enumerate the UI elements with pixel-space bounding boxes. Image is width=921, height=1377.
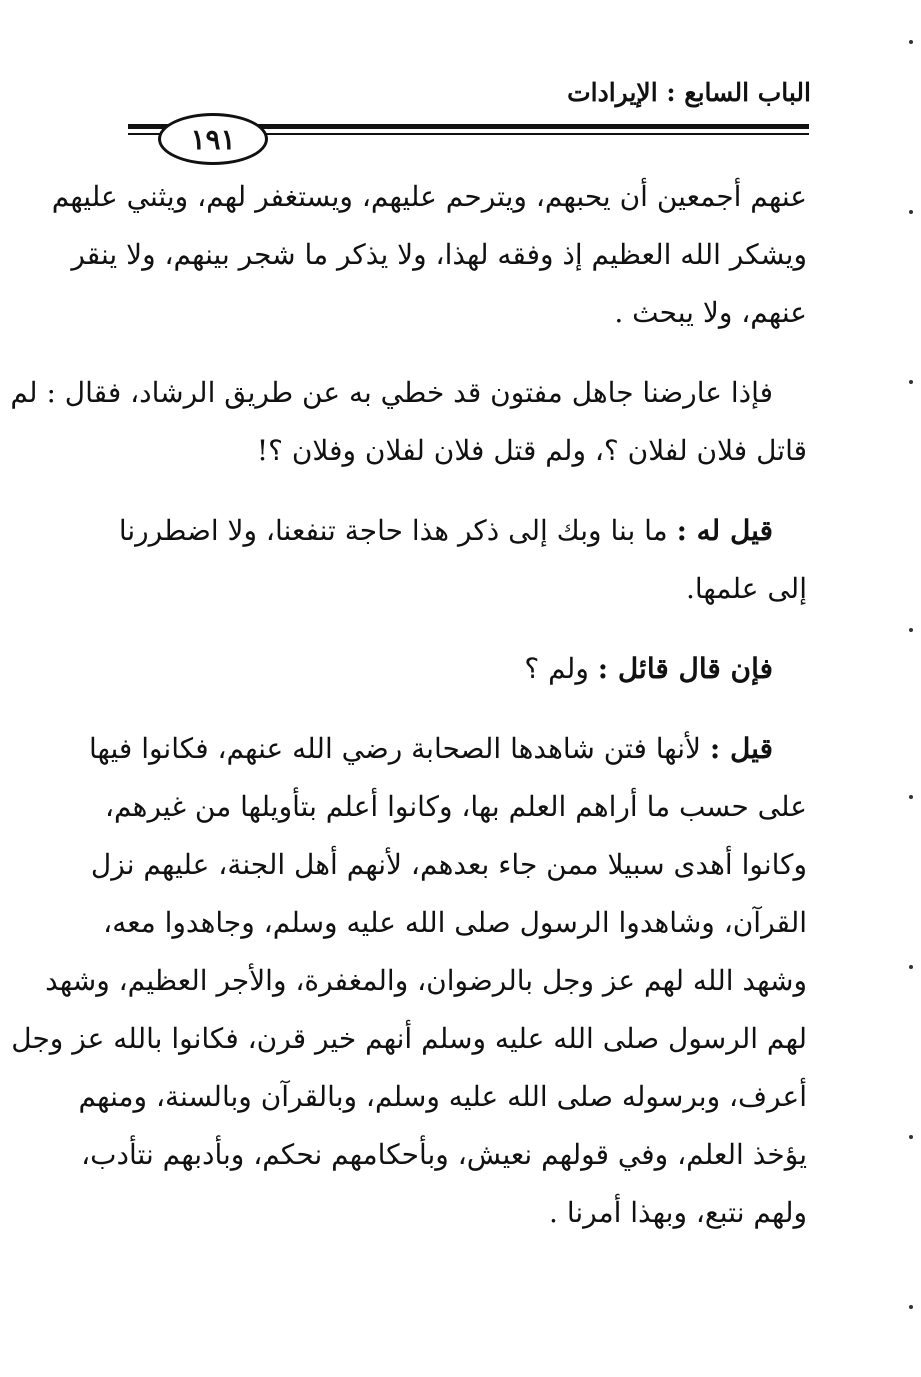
text-line: لهم الرسول صلى الله عليه وسلم أنهم خير قرن، فكانوا بالله عز وجل [11, 1022, 807, 1055]
text-line: ولهم نتبع، وبهذا أمرنا . [549, 1196, 807, 1229]
text-line: قاتل فلان لفلان ؟، ولم قتل فلان لفلان وفلان ؟! [256, 434, 807, 467]
scan-mark [909, 210, 913, 214]
scan-mark [909, 628, 913, 632]
lead-phrase: فإن قال قائل : [597, 652, 773, 685]
scan-mark [909, 1305, 913, 1309]
page-number: ١٩١ [158, 113, 268, 165]
text-line: وشهد الله لهم عز وجل بالرضوان، والمغفرة، والأجر العظيم، وشهد [45, 964, 807, 997]
text-fragment: لأنها فتن شاهدها الصحابة رضي الله عنهم، فكانوا فيها [89, 732, 701, 765]
paragraph-line-with-lead [125, 640, 807, 698]
lead-phrase: قيل : [709, 732, 773, 765]
text-fragment: ولم ؟ [524, 652, 589, 685]
scan-mark [909, 40, 913, 44]
text-line: وكانوا أهدى سبيلا ممن جاء بعدهم، لأنهم أهل الجنة، عليهم نزل [90, 848, 807, 881]
text-line: على حسب ما أراهم العلم بها، وكانوا أعلم بتأويلها من غيرهم، [105, 790, 807, 823]
text-fragment: ما بنا وبك إلى ذكر هذا حاجة تنفعنا، ولا اضطررنا [118, 514, 668, 547]
text-line: عنهم أجمعين أن يحبهم، ويترحم عليهم، ويستغفر لهم، ويثني عليهم [51, 180, 807, 213]
text-line: يؤخذ العلم، وفي قولهم نعيش، وبأحكامهم نحكم، وبأدبهم نتأدب، [81, 1138, 807, 1171]
margin-scan-marks [903, 0, 913, 1377]
body-text [10, 168, 807, 1242]
text-line: أعرف، وبرسوله صلى الله عليه وسلم، وبالقرآن وبالسنة، ومنهم [78, 1080, 807, 1113]
scan-mark [909, 1135, 913, 1139]
scan-mark [909, 965, 913, 969]
text-line: فإذا عارضنا جاهل مفتون قد خطي به عن طريق الرشاد، فقال : لم [10, 376, 773, 409]
paragraph-line-with-lead [89, 720, 807, 778]
scan-mark [909, 380, 913, 384]
text-line: عنهم، ولا يبحث . [614, 296, 807, 329]
lead-phrase: قيل له : [676, 514, 773, 547]
running-header: الباب السابع : الإيرادات [567, 78, 811, 107]
paragraph-line-with-lead [118, 502, 807, 560]
text-line: إلى علمها. [685, 572, 807, 605]
scan-mark [909, 795, 913, 799]
text-line: القرآن، وشاهدوا الرسول صلى الله عليه وسلم، وجاهدوا معه، [103, 906, 807, 939]
text-line: ويشكر الله العظيم إذ وفقه لهذا، ولا يذكر ما شجر بينهم، ولا ينقر [71, 238, 807, 271]
